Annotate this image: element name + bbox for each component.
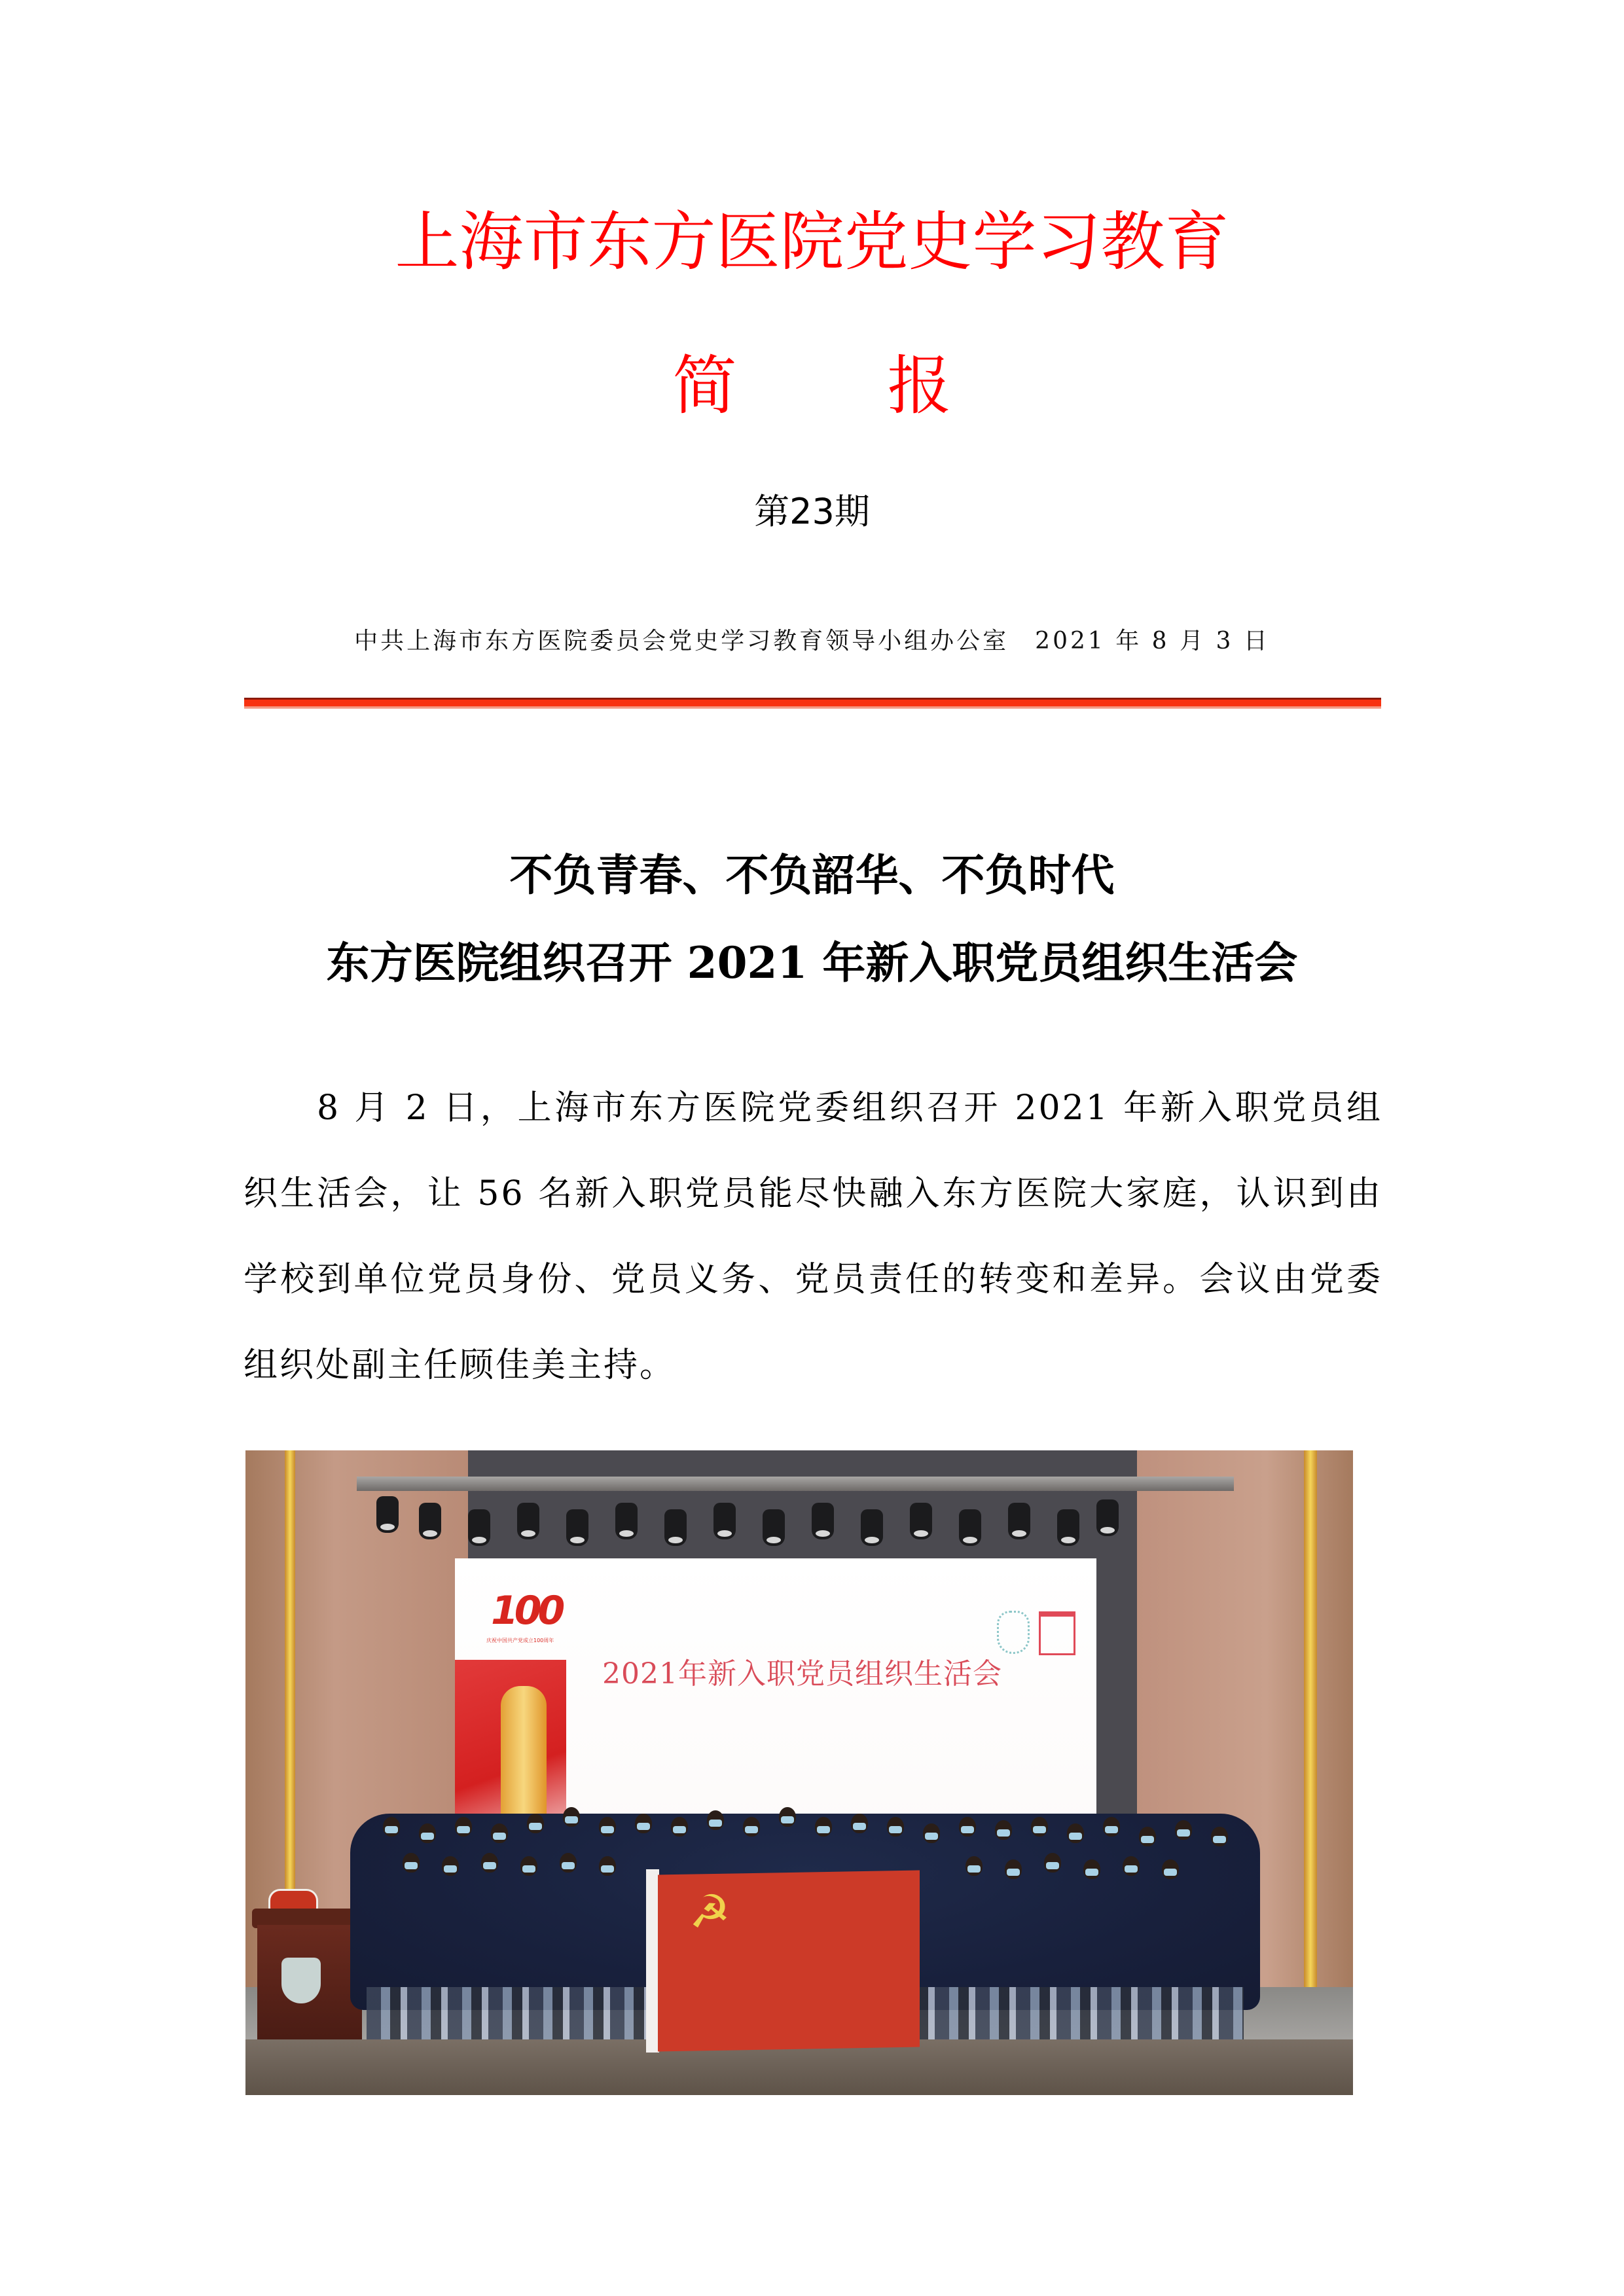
centenary-logo-caption: 庆祝中国共产党成立100周年 [486, 1638, 554, 1643]
issue-number: 第23期 [754, 491, 870, 532]
stage-light-icon [1096, 1499, 1119, 1536]
person-head [671, 1817, 688, 1837]
person-head [1139, 1827, 1156, 1846]
person-head [635, 1814, 652, 1833]
article-title-line-2: 东方医院组织召开 2021 年新入职党员组织生活会 [326, 937, 1298, 988]
person-head [1067, 1823, 1084, 1843]
stage-light-icon [713, 1503, 736, 1539]
screen-title: 2021年新入职党员组织生活会 [602, 1657, 1002, 1691]
person-head [1083, 1859, 1100, 1879]
stage-light-icon [376, 1496, 399, 1533]
person-head [779, 1807, 796, 1827]
podium-emblem-icon [281, 1958, 321, 2003]
person-head [1211, 1827, 1228, 1846]
article-body [244, 1066, 1382, 1408]
person-head [599, 1817, 616, 1837]
person-head [563, 1807, 580, 1827]
person-head [560, 1853, 577, 1873]
person-head [527, 1814, 544, 1833]
person-head [965, 1856, 983, 1876]
person-head [1044, 1853, 1061, 1873]
person-head [707, 1810, 724, 1830]
stage-light-icon [861, 1509, 883, 1546]
stage-light-icon [419, 1503, 441, 1539]
stage-light-icon [517, 1503, 539, 1539]
person-head [959, 1817, 976, 1837]
masthead-subtitle [0, 340, 1624, 432]
stage-light-icon [566, 1509, 588, 1546]
person-head [419, 1823, 436, 1843]
person-head [1123, 1856, 1140, 1876]
stage-light-icon [763, 1509, 785, 1546]
person-head [520, 1856, 537, 1876]
issuer-name: 中共上海市东方医院委员会党史学习教育领导小组办公室 [354, 628, 1009, 655]
article-title-line-1: 不负青春、不负韶华、不负时代 [509, 850, 1115, 901]
person-head [995, 1820, 1012, 1840]
stage-light-icon [1057, 1509, 1079, 1546]
red-divider [244, 698, 1381, 709]
person-head [442, 1856, 459, 1876]
stage-light-icon [812, 1503, 834, 1539]
person-head [1031, 1817, 1048, 1837]
stage-light-icon [664, 1509, 687, 1546]
flag-hoist-sleeve [646, 1869, 659, 2053]
event-photo [245, 1450, 1353, 2095]
person-head [481, 1853, 498, 1873]
person-head [851, 1814, 868, 1833]
stage-light-icon [615, 1503, 638, 1539]
stage-light-icon [468, 1509, 490, 1546]
person-head [455, 1817, 472, 1837]
person-head [1162, 1859, 1179, 1879]
person-head [383, 1817, 400, 1837]
stage-light-icon [959, 1509, 981, 1546]
hammer-sickle-icon: ☭ [689, 1885, 731, 1939]
person-head [491, 1823, 508, 1843]
article-body-text: 8 月 2 日，上海市东方医院党委组织召开 2021 年新入职党员组织生活会，让 56 名新入职党员能尽快融入东方医院大家庭，认识到由学校到单位党员身份、党员义务、党员责任的转变和差异。会议由党委组织处副主任顾佳美主持。 [244, 1088, 1382, 1385]
gold-trim-right [1304, 1450, 1317, 2039]
person-head [1175, 1820, 1192, 1840]
issue-date: 2021 年 8 月 3 日 [1035, 628, 1270, 655]
person-head [1103, 1817, 1120, 1837]
hospital-emblem-icon [997, 1611, 1030, 1654]
person-head [743, 1817, 760, 1837]
person-head [599, 1856, 616, 1876]
masthead-title: 上海市东方医院党史学习教育 [395, 205, 1229, 279]
person-head [403, 1853, 420, 1873]
subtitle-char-2: 报 [887, 349, 952, 423]
stage-light-icon [910, 1503, 932, 1539]
centenary-100-logo: 100 [491, 1588, 562, 1634]
issuer-line [0, 622, 1624, 661]
person-head [887, 1817, 904, 1837]
person-head [1005, 1859, 1022, 1879]
person-head [815, 1817, 832, 1837]
stage-light-icon [1008, 1503, 1030, 1539]
person-head [923, 1823, 940, 1843]
lighting-truss [357, 1477, 1234, 1491]
subtitle-char-1: 简 [672, 349, 737, 423]
hospital-centenary-icon [1039, 1611, 1075, 1655]
